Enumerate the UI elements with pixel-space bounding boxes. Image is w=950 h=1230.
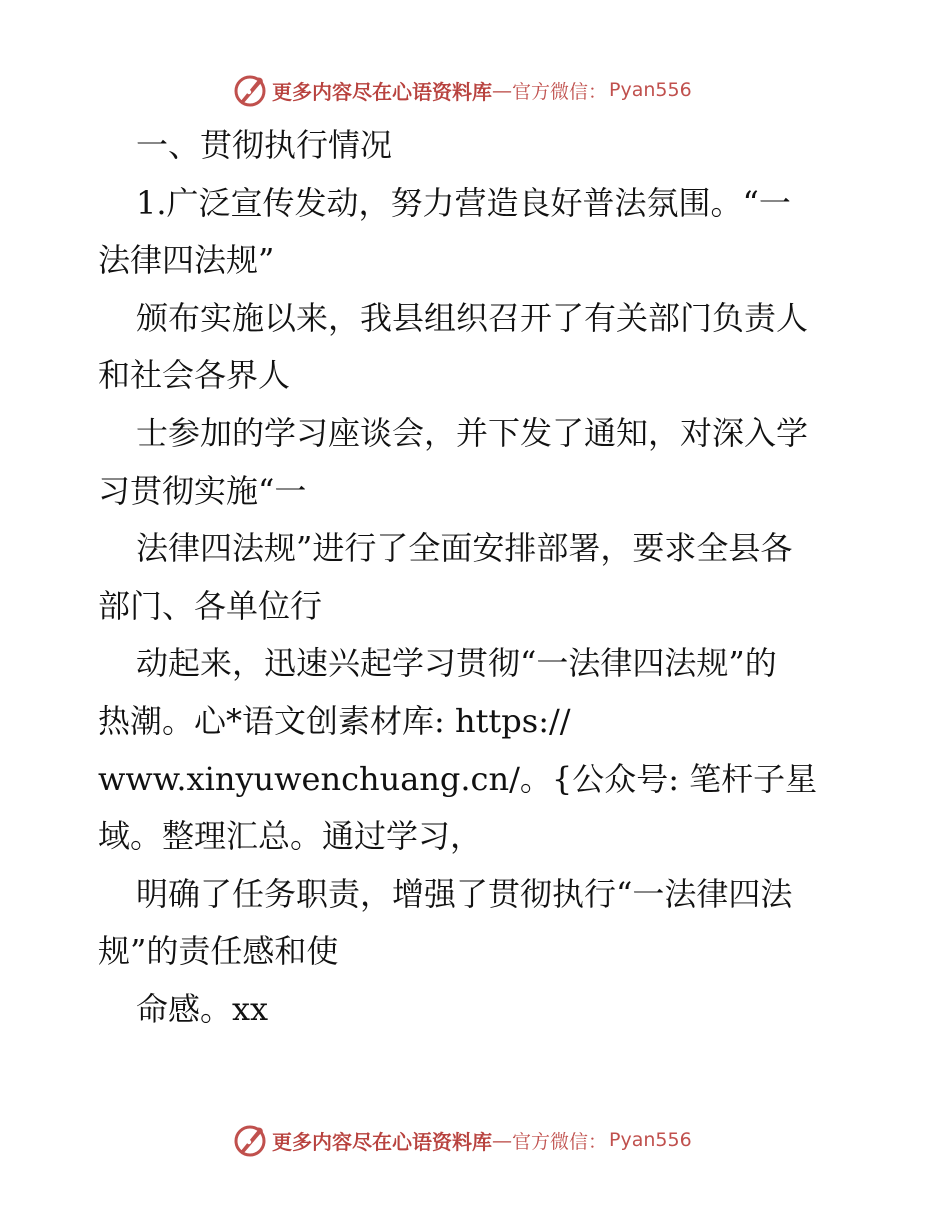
text-line: 域。整理汇总。通过学习， (98, 817, 483, 856)
text-line: 明确了任务职责，增强了贯彻执行“一法律四法 (136, 874, 793, 913)
text-line: 规”的责任感和使 (98, 932, 339, 971)
text-line: 法律四法规”进行了全面安排部署，要求全县各 (136, 529, 793, 568)
text-line: 命感。xx (136, 989, 269, 1028)
header-watermark (232, 70, 692, 110)
text-line: 部门、各单位行 (98, 586, 323, 625)
text-line: 动起来，迅速兴起学习贯彻“一法律四法规”的 (136, 644, 777, 683)
quill-logo-icon (232, 1122, 268, 1158)
text-line: 士参加的学习座谈会，并下发了通知，对深入学 (136, 413, 809, 452)
watermark-wechat-id: Pyan556 (609, 79, 692, 101)
document-body (98, 117, 858, 1039)
text-line: 和社会各界人 (98, 356, 291, 395)
watermark-wechat-id: Pyan556 (609, 1129, 692, 1151)
watermark-separator: — (492, 78, 512, 102)
text-line: 热潮。心*语文创素材库: https:// (98, 701, 571, 740)
watermark-wechat-label: 官方微信： (512, 1130, 608, 1153)
text-line: 习贯彻实施“一 (98, 471, 307, 510)
text-line: 一、贯彻执行情况 (136, 126, 393, 164)
text-line: 颁布实施以来，我县组织召开了有关部门负责人 (136, 298, 809, 337)
text-line: 1.广泛宣传发动，努力营造良好普法氛围。“一 (136, 183, 791, 222)
text-line: www.xinyuwenchuang.cn/。{公众号: 笔杆子星 (98, 759, 818, 798)
watermark-site-text: 更多内容尽在心语资料库 (272, 1129, 492, 1154)
footer-watermark (232, 1120, 692, 1160)
watermark-separator: — (492, 1128, 512, 1152)
watermark-site-text: 更多内容尽在心语资料库 (272, 79, 492, 104)
watermark-wechat-label: 官方微信： (512, 80, 608, 103)
text-line: 法律四法规” (98, 241, 275, 280)
quill-logo-icon (232, 72, 268, 108)
